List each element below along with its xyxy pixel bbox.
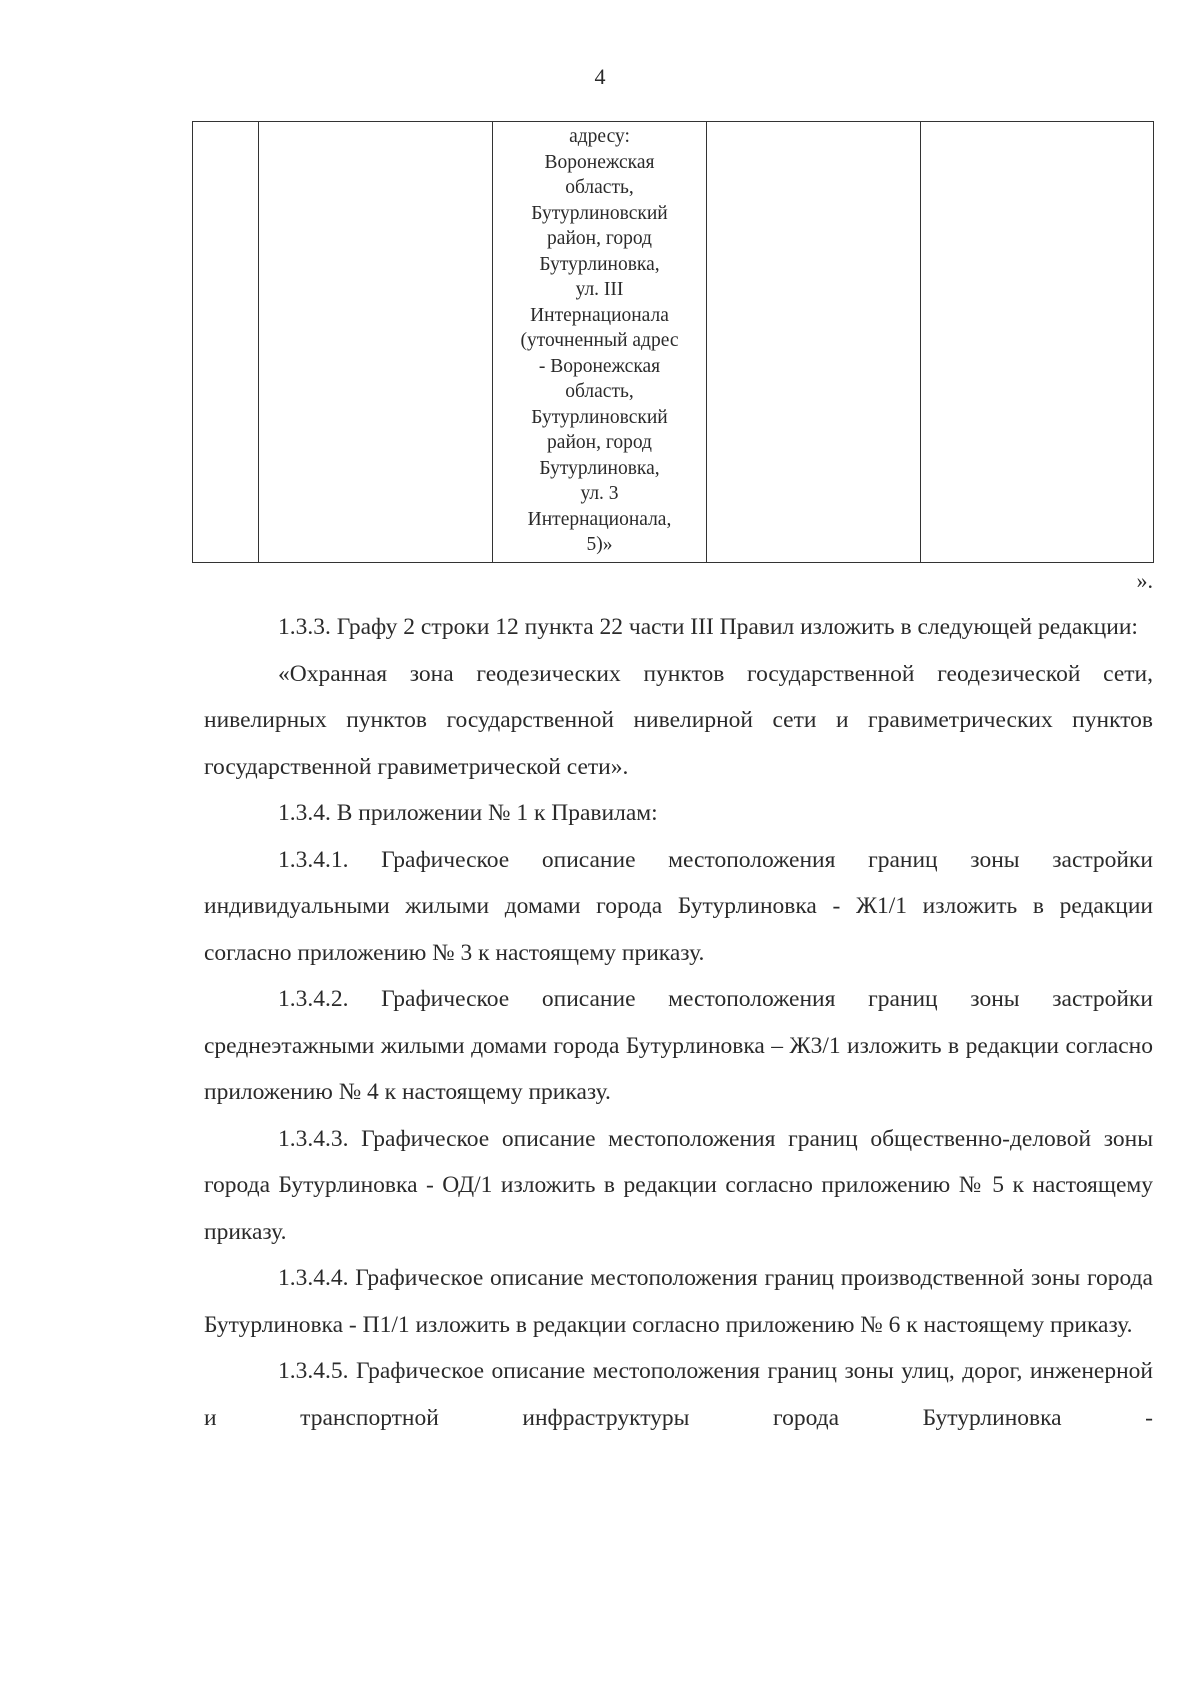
paragraph-1-3-4-1: 1.3.4.1. Графическое описание местоположения границ зоны застройки индивидуальными жилыми домами города Бутурлиновка - Ж1/1 изложить в редакции согласно приложению № 3 к настоящему приказу. (204, 846, 1153, 966)
table-cell-empty (921, 122, 1154, 563)
paragraph-1-3-4-4: 1.3.4.4. Графическое описание местоположения границ производственной зоны города Бутурлиновка - П1/1 изложить в редакции согласно приложению № 6 к настоящему приказу. (204, 1265, 1153, 1338)
address-line: адресу: (569, 126, 630, 147)
table-row (193, 122, 1154, 563)
address-line: ул. 3 (580, 483, 619, 504)
address-line: Бутурлиновский (531, 406, 668, 428)
document-body (204, 604, 1153, 1441)
address-line: Интернационала, (527, 508, 672, 530)
table-cell-address (493, 122, 707, 563)
address-line: 5)» (586, 534, 613, 555)
paragraph-1-3-4: 1.3.4. В приложении № 1 к Правилам: (278, 800, 658, 826)
paragraph-quote: «Охранная зона геодезических пунктов государственной геодезической сети, нивелирных пунктов государственной нивелирной сети и гравиметрических пунктов государственной гравиметрической сети». (204, 660, 1153, 780)
address-line: область, (565, 177, 634, 198)
address-line: Бутурлиновка, (539, 457, 660, 479)
address-line: Бутурлиновский (531, 202, 668, 224)
paragraph-1-3-4-3: 1.3.4.3. Графическое описание местоположения границ общественно-деловой зоны города Бутурлиновка - ОД/1 изложить в редакции согласно приложению № 5 к настоящему приказу. (204, 1125, 1153, 1245)
page-number: 4 (594, 64, 606, 89)
address-line: область, (565, 381, 634, 402)
table-cell-empty (707, 122, 921, 563)
address-line: район, город (547, 228, 652, 249)
paragraph-1-3-4-5: 1.3.4.5. Графическое описание местоположения границ зоны улиц, дорог, инженерной и транспортной инфраструктуры города Бутурлиновка - (204, 1358, 1153, 1431)
paragraph-1-3-3: 1.3.3. Графу 2 строки 12 пункта 22 части III Правил изложить в следующей редакции: (278, 614, 1138, 640)
table-closing-quote: ». (1136, 568, 1153, 593)
paragraph-1-3-4-2: 1.3.4.2. Графическое описание местоположения границ зоны застройки среднеэтажными жилыми домами города Бутурлиновка – Ж3/1 изложить в редакции согласно приложению № 4 к настоящему приказу. (204, 986, 1153, 1105)
address-line: (уточненный адрес (520, 330, 679, 351)
address-line: - Воронежская (538, 355, 661, 377)
address-line: Воронежская (544, 151, 655, 173)
continued-table (192, 121, 1154, 563)
table-cell-zone (259, 122, 493, 563)
address-line: Интернационала (530, 304, 669, 326)
address-line: Бутурлиновка, (539, 253, 660, 275)
address-line: район, город (547, 432, 652, 453)
table-cell-number (193, 122, 259, 563)
address-line: ул. III (575, 279, 624, 300)
